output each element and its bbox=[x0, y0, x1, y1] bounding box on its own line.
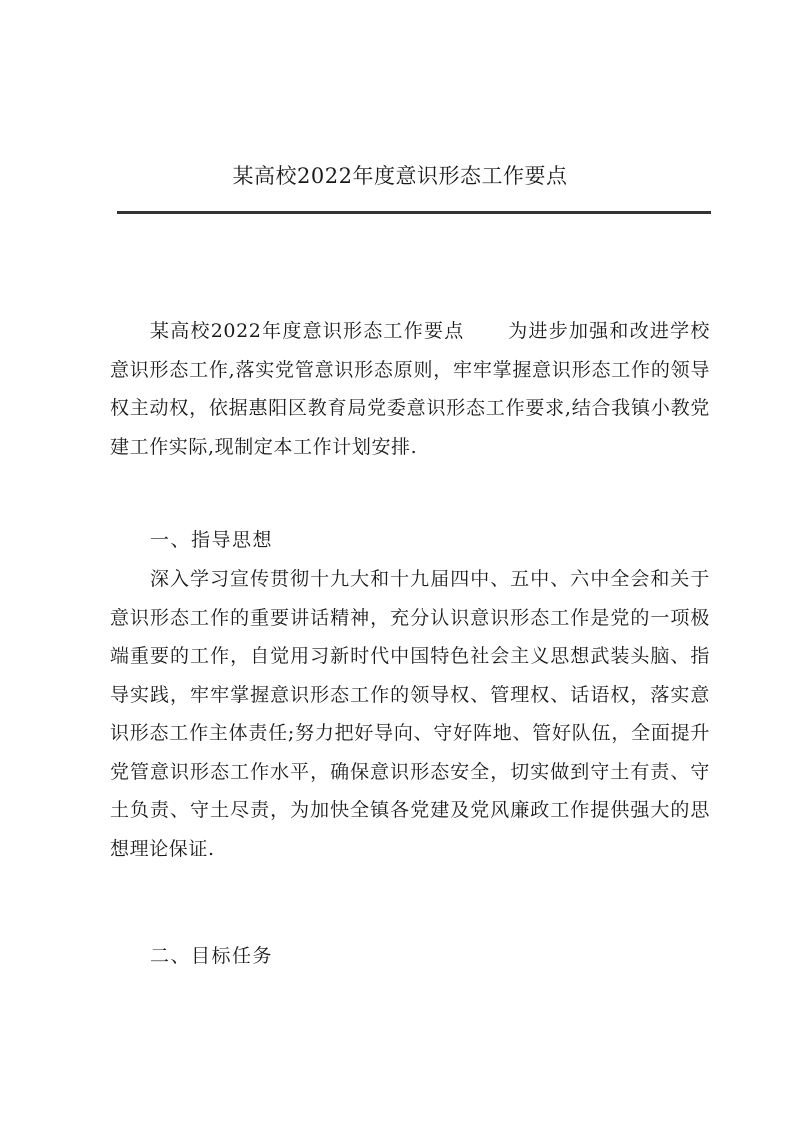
intro-lead: 某高校2022年度意识形态工作要点 bbox=[150, 320, 465, 342]
intro-text: 为进步加强和改进学校意识形态工作,落实党管意识形态原则，牢牢掌握意识形态工作的领导权主动权，依据惠阳区教育局党委意识形态工作要求,结合我镇小教党建工作实际,现制定本工作计划安排. bbox=[110, 320, 710, 458]
section-paragraph-guiding-thought: 深入学习宣传贯彻十九大和十九届四中、五中、六中全会和关于意识形态工作的重要讲话精神，充分认识意识形态工作是党的一项极端重要的工作，自觉用习新时代中国特色社会主义思想武装头脑、指导实践，牢牢掌握意识形态工作的领导权、管理权、话语权，落实意识形态工作主体责任;努力把好导向、守好阵地、管好队伍，全面提升党管意识形态工作水平，确保意识形态安全，切实做到守土有责、守土负责、守土尽责，为加快全镇各党建及党风廉政工作提供强大的思想理论保证. bbox=[110, 568, 710, 860]
document-title: 某高校2022年度意识形态工作要点 bbox=[232, 164, 568, 188]
title-underline bbox=[117, 211, 711, 214]
intro-gap bbox=[465, 320, 509, 342]
intro-paragraph bbox=[110, 312, 710, 466]
section-heading-guiding-thought: 一、指导思想 bbox=[150, 529, 274, 551]
section-heading-goals-tasks: 二、目标任务 bbox=[150, 945, 274, 967]
